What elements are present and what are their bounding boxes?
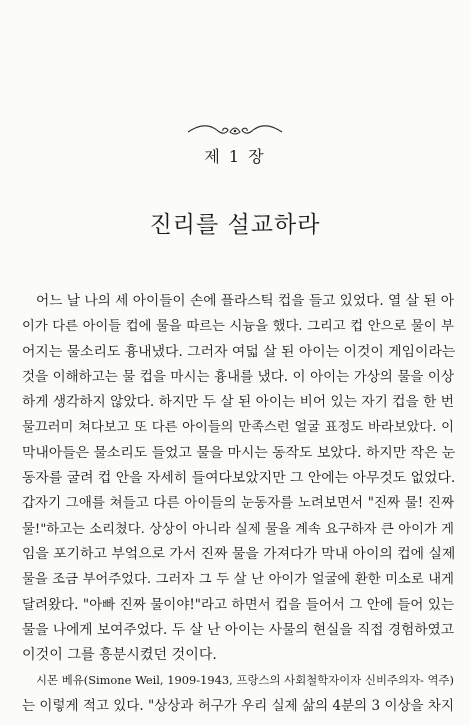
- chapter-title: 진리를 설교하라: [149, 212, 321, 238]
- text-line: 어지는 물소리도 흉내냈다. 그러자 여덟 살 된 아이는 이것이 게임이라는: [22, 343, 456, 360]
- text-line: 이것이 그를 흥분시켰던 것이다.: [22, 647, 217, 664]
- text-line: 물끄러미 쳐다보고 또 다른 아이들의 만족스런 얼굴 표정도 바라보았다. 이: [22, 420, 454, 436]
- text-line: 물을 나에게 보여주었다. 두 살 난 아이는 사물의 현실을 직접 경험하였고: [22, 621, 454, 638]
- text-line: 임을 포기하고 부엌으로 가서 진짜 물을 가져다가 막내 아이의 컵에 실제: [22, 545, 456, 562]
- text-line: 어느 날 나의 세 아이들이 손에 플라스틱 컵을 들고 있었다. 열 살 된 아: [36, 293, 454, 309]
- text-line: 시몬 베유(Simone Weil, 1909-1943, 프랑스의 사회철학자이자 신비주의자- 역주): [36, 673, 454, 688]
- text-line: 막내아들은 물소리도 들었고 물을 마시는 동작도 보았다. 하지만 작은 눈: [22, 444, 456, 461]
- text-line: 는 이렇게 적고 있다. "상상과 허구가 우리 실제 삶의 4분의 3 이상을 차지: [22, 697, 454, 714]
- text-line: 물!"하고는 소리쳤다. 상상이 아니라 실제 물을 계속 요구하자 큰 아이가 게: [22, 521, 454, 537]
- text-line: 동자를 굴려 컵 안을 자세히 들여다보았지만 그 안에는 아무것도 없었다.: [22, 470, 456, 487]
- text-line: 이가 다른 아이들 컵에 물을 따르는 시늉을 했다. 그리고 컵 안으로 물이 부: [22, 319, 454, 335]
- text-line: 물을 조금 부어주었다. 그러자 그 두 살 난 아이가 얼굴에 환한 미소로 내게: [22, 572, 454, 588]
- text-line: 갑자기 그애를 쳐들고 다른 아이들의 눈동자를 노려보면서 "진짜 물! 진짜: [22, 495, 454, 512]
- text-line: 달려왔다. "아빠 진짜 물이야!"라고 하면서 컵을 들어서 그 안에 들어 있는: [22, 596, 454, 613]
- chapter-ornament-icon: [186, 120, 284, 140]
- text-line: 것을 이해하고는 물 컵을 마시는 흉내를 냈다. 이 아이는 가상의 물을 이상: [22, 368, 454, 385]
- text-line: 하게 생각하지 않았다. 하지만 두 살 된 아이는 비어 있는 자기 컵을 한 번: [22, 394, 454, 411]
- chapter-label: 제 1 장: [204, 147, 266, 166]
- body-text: [22, 289, 454, 719]
